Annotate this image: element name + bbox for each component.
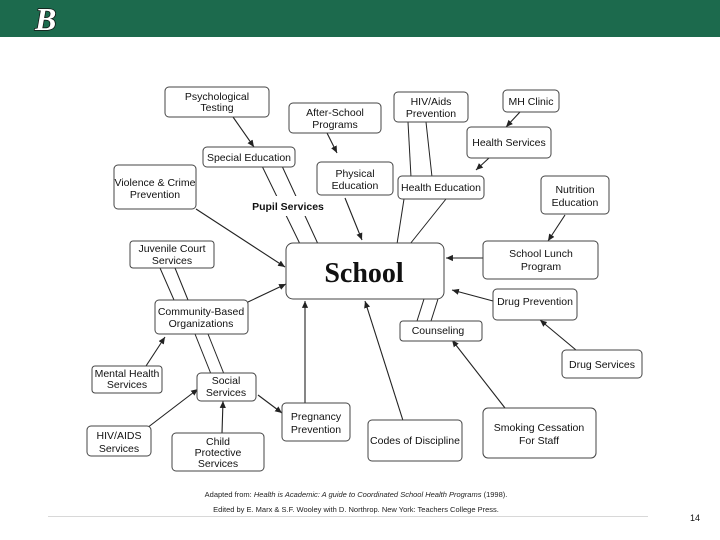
connector-juvenile-community-a — [160, 268, 174, 300]
svg-text:Prevention: Prevention — [129, 189, 181, 201]
node-drug-prevention — [493, 289, 577, 320]
source-caption — [0, 490, 716, 499]
node-pregnancy-prevention — [282, 403, 350, 441]
edge-drugprev-to-school — [452, 290, 493, 301]
svg-text:Smoking Cessation: Smoking Cessation — [493, 422, 585, 434]
edge-child-to-social — [222, 401, 223, 433]
node-hiv-aids-services — [87, 426, 151, 456]
node-nutrition-education — [541, 176, 609, 214]
node-psych-testing — [165, 87, 269, 117]
svg-text:Pregnancy: Pregnancy — [290, 411, 342, 423]
svg-text:HIV/Aids: HIV/Aids — [410, 96, 452, 108]
svg-text:Services: Services — [151, 255, 193, 267]
edge-health-services-to-health-ed — [476, 158, 489, 170]
svg-text:Physical: Physical — [335, 168, 375, 180]
caption-prefix: Adapted from: — [204, 490, 254, 499]
svg-text:Nutrition: Nutrition — [555, 184, 595, 196]
svg-text:Services: Services — [197, 458, 239, 470]
node-child-protective-services — [172, 433, 264, 471]
svg-text:Services: Services — [205, 387, 247, 399]
node-codes-of-discipline — [368, 420, 462, 461]
svg-text:Counseling: Counseling — [411, 325, 465, 337]
svg-text:After-School: After-School — [306, 107, 364, 119]
svg-text:Community-Based: Community-Based — [157, 306, 245, 318]
svg-text:Social: Social — [211, 375, 241, 387]
edge-nutrition-to-lunch — [548, 215, 565, 241]
node-counseling — [400, 321, 482, 341]
svg-text:Special Education: Special Education — [206, 152, 292, 164]
svg-text:Codes of Discipline: Codes of Discipline — [370, 435, 460, 447]
node-school — [286, 243, 444, 299]
node-physical-education — [317, 162, 393, 195]
edge-social-to-pregnancy — [258, 395, 282, 413]
page-number: 14 — [690, 513, 701, 523]
svg-text:Health Services: Health Services — [472, 137, 546, 149]
connector-healthed-school-a — [397, 199, 404, 244]
svg-text:For Staff: For Staff — [518, 435, 560, 447]
svg-text:Program: Program — [520, 261, 562, 273]
svg-text:Prevention: Prevention — [290, 424, 342, 436]
node-violence-crime-prevention — [114, 165, 196, 209]
node-after-school — [289, 103, 381, 133]
edge-codes-to-school — [365, 301, 406, 430]
node-social-services — [197, 373, 256, 401]
node-health-education — [398, 176, 484, 199]
svg-text:Education: Education — [331, 180, 379, 192]
svg-text:Programs: Programs — [312, 119, 358, 131]
node-drug-services — [562, 350, 642, 378]
logo-letter: B — [35, 4, 57, 34]
edge-drugservices-to-drugprev — [540, 320, 576, 350]
svg-text:Juvenile Court: Juvenile Court — [138, 243, 206, 255]
source-editors: Edited by E. Marx & S.F. Wooley with D. Northrop. New York: Teachers College Press. — [213, 505, 499, 514]
connector-juvenile-community-b — [175, 268, 188, 300]
svg-text:Drug Prevention: Drug Prevention — [497, 296, 573, 308]
svg-text:Health Education: Health Education — [401, 182, 481, 194]
connector-hivprev-healthed-a — [408, 122, 411, 177]
node-community-organizations — [155, 300, 248, 334]
edge-hivservices-to-social — [147, 389, 198, 428]
node-smoking-cessation — [483, 408, 596, 458]
svg-text:Organizations: Organizations — [168, 318, 234, 330]
connector-counseling-school-a — [417, 299, 424, 321]
connector-community-social-b — [208, 334, 224, 374]
caption-title: Health is Academic: A guide to Coordinated School Health Programs — [253, 490, 482, 499]
svg-text:School Lunch: School Lunch — [509, 248, 573, 260]
node-pupil-services — [249, 196, 327, 216]
svg-text:Protective: Protective — [194, 447, 242, 459]
svg-text:HIV/AIDS: HIV/AIDS — [96, 430, 142, 442]
svg-text:Services: Services — [106, 379, 148, 391]
svg-text:School: School — [324, 258, 404, 289]
node-school-lunch — [483, 241, 598, 279]
node-health-services — [467, 127, 551, 158]
edge-physical-to-school — [345, 198, 362, 240]
connector-healthed-school-b — [410, 199, 446, 244]
edge-smoking-to-counseling — [452, 340, 505, 408]
node-mental-health-services — [92, 366, 162, 393]
connector-counseling-school-b — [431, 299, 438, 321]
svg-text:Mental Health: Mental Health — [94, 368, 160, 380]
svg-text:Prevention: Prevention — [405, 108, 457, 120]
svg-text:Education: Education — [551, 197, 599, 209]
edge-community-to-school — [248, 284, 286, 302]
svg-text:MH Clinic: MH Clinic — [508, 96, 554, 108]
connector-hivprev-healthed-b — [426, 122, 432, 177]
edge-afterschool-arrow — [327, 133, 337, 153]
edge-mh-to-health-services — [506, 112, 520, 127]
node-hiv-aids-prevention — [394, 92, 468, 122]
caption-suffix: (1998). — [481, 490, 508, 499]
node-mh-clinic — [503, 90, 559, 112]
svg-text:Child: Child — [206, 436, 230, 448]
svg-text:Violence & Crime: Violence & Crime — [114, 177, 196, 189]
svg-text:Psychological: Psychological — [184, 91, 250, 103]
connector-community-social-a — [195, 334, 211, 374]
svg-text:Testing: Testing — [200, 102, 234, 114]
node-juvenile-court — [130, 241, 214, 268]
footer-divider — [48, 516, 648, 517]
edge-psych-to-special — [233, 117, 254, 147]
svg-text:Pupil Services: Pupil Services — [252, 201, 324, 213]
edge-mentalhealth-to-community — [146, 337, 165, 366]
svg-text:Drug Services: Drug Services — [569, 359, 635, 371]
svg-text:Services: Services — [98, 443, 140, 455]
node-special-education — [203, 147, 295, 167]
